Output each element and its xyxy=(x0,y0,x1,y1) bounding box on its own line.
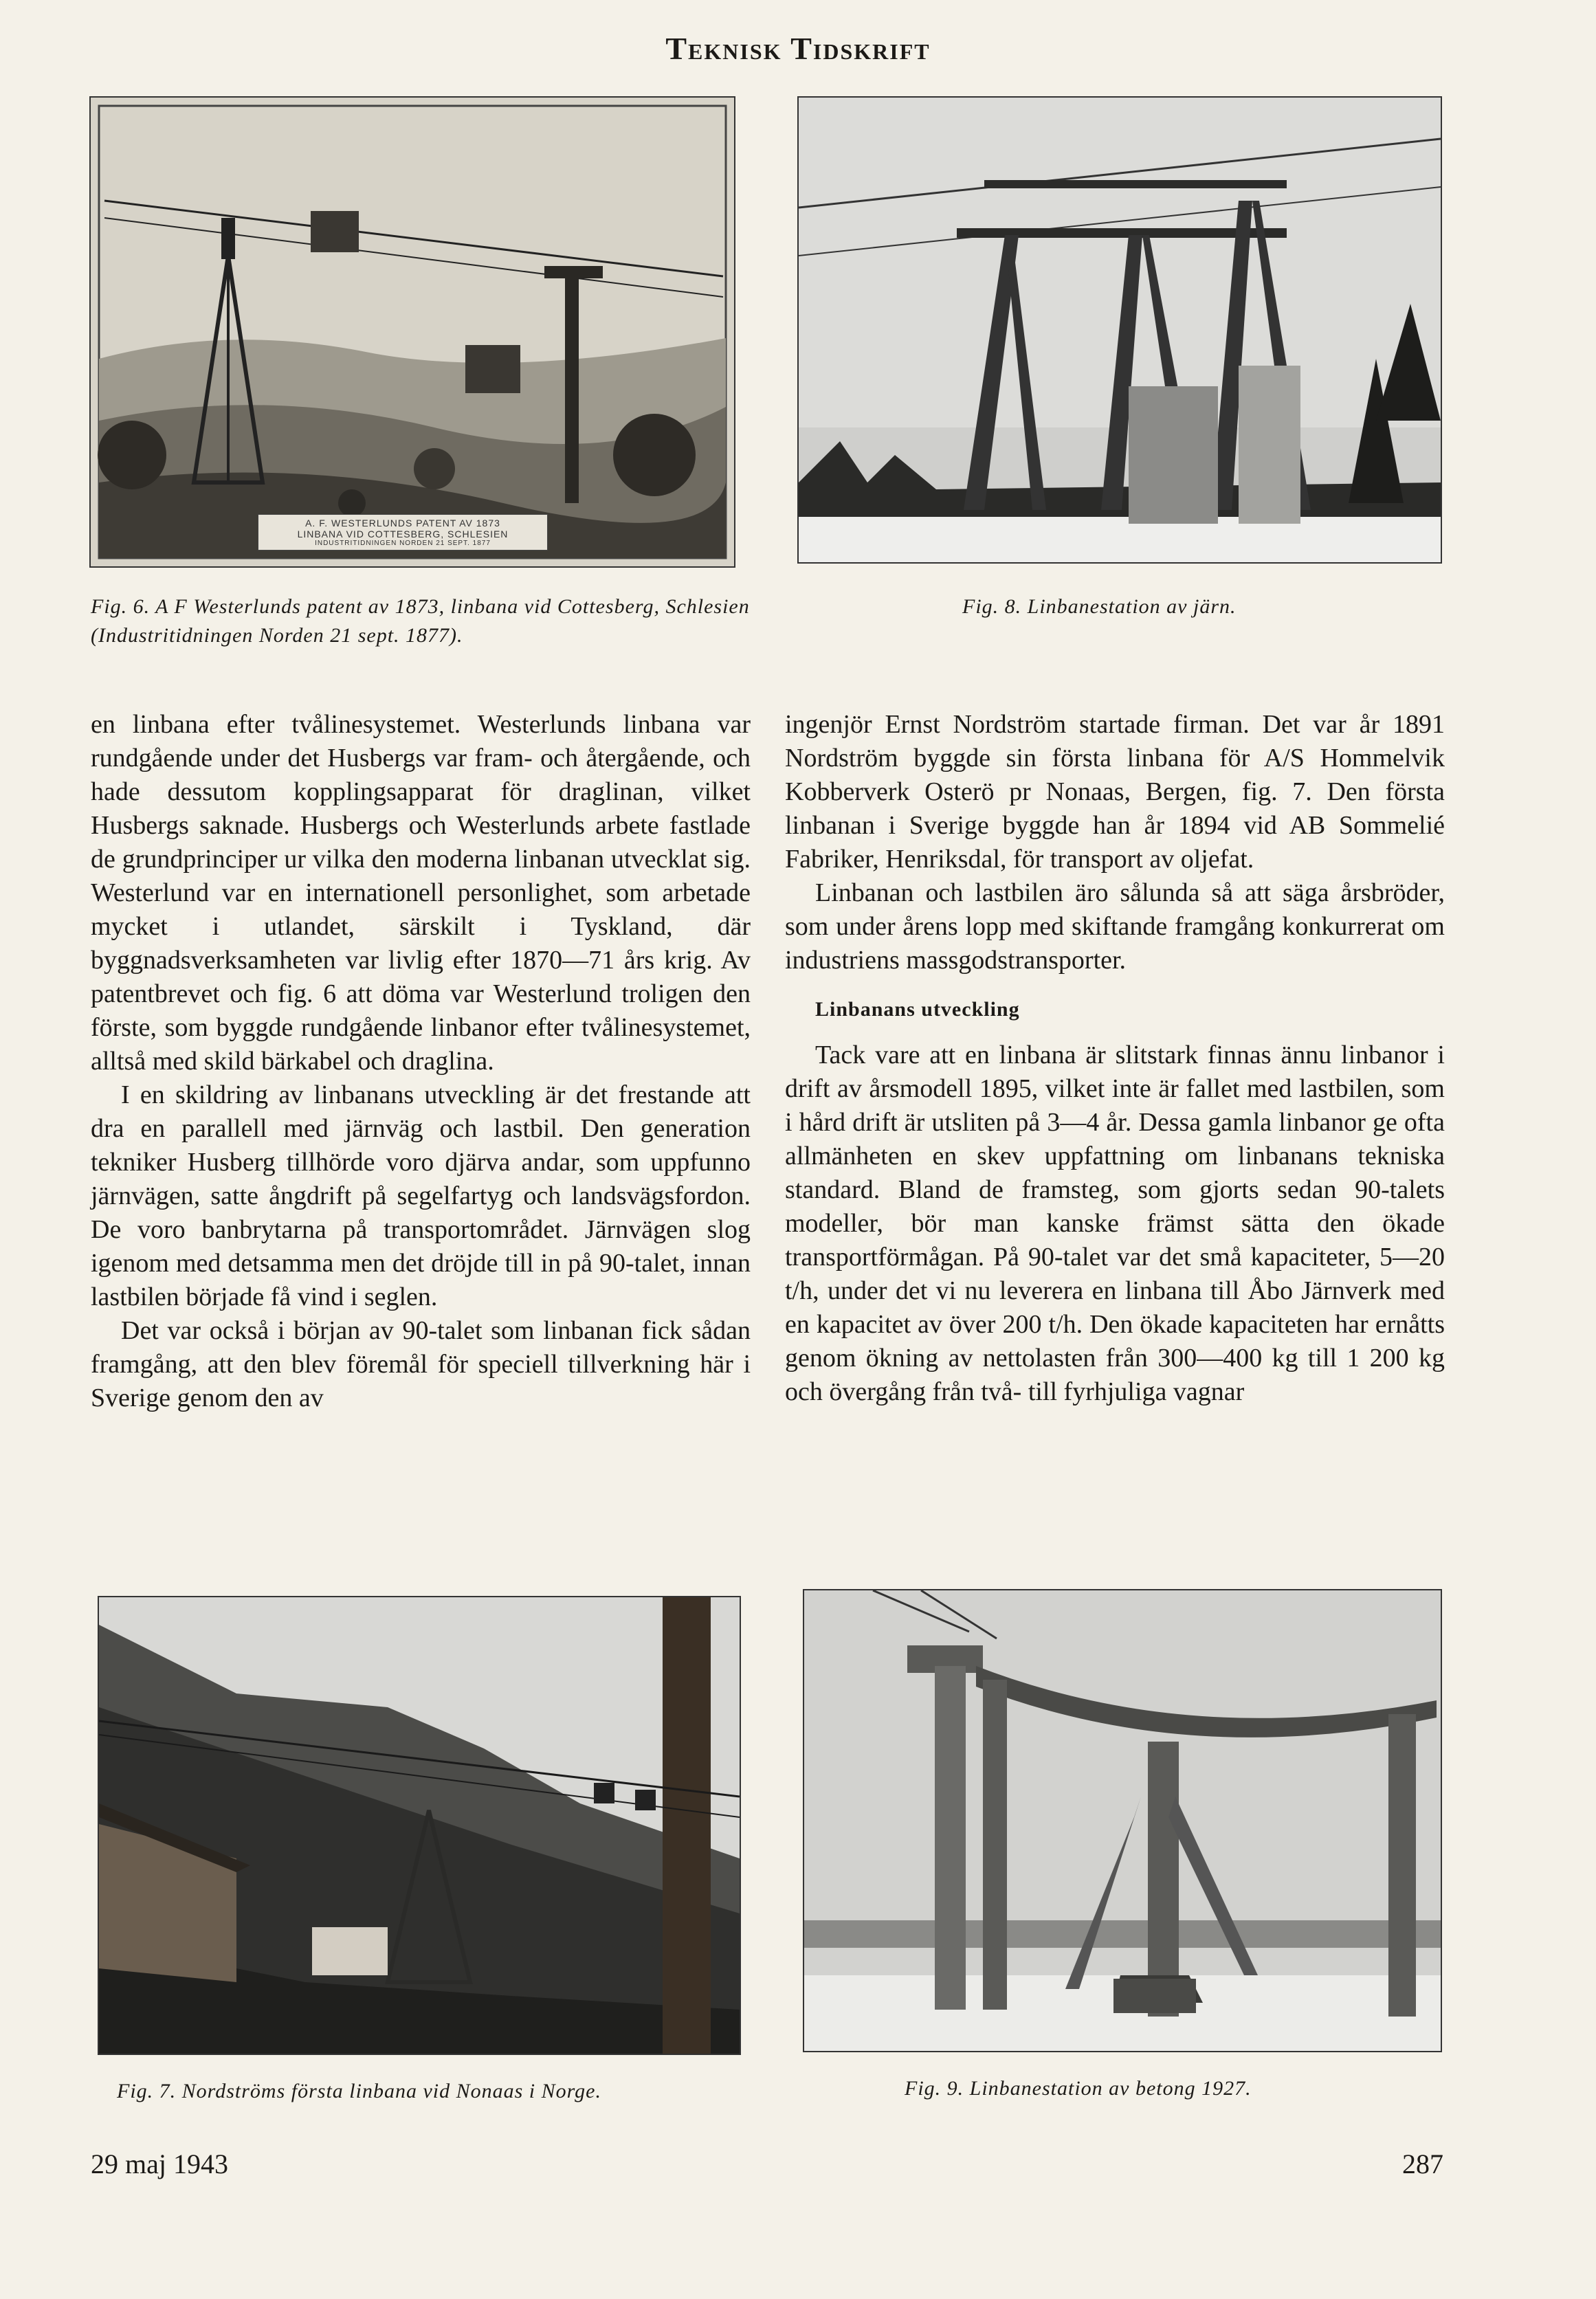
journal-header: Teknisk Tidskrift xyxy=(665,31,931,66)
footer-date: 29 maj 1943 xyxy=(91,2148,228,2179)
left-paragraph-3: Det var också i början av 90-talet som linbanan fick sådan framgång, att den blev föremål för speciell tillverkning här i Sverige genom den av xyxy=(91,1316,751,1412)
fig7-photo xyxy=(98,1596,741,2055)
left-column xyxy=(91,708,751,1415)
right-paragraph-2: Linbanan och lastbilen äro sålunda så att säga årsbröder, som under årens lopp med skiftande framgång konkurrerat om industriens massgodstransporter. xyxy=(785,878,1445,975)
fig6-caption: Fig. 6. A F Westerlunds patent av 1873, linbana vid Cottesberg, Schlesien (Industritidningen Norden 21 sept. 1877). xyxy=(91,595,750,647)
fig8-photo xyxy=(797,96,1442,564)
fig8-caption: Fig. 8. Linbanestation av järn. xyxy=(962,595,1237,618)
fig6-plate-line3: INDUSTRITIDNINGEN NORDEN 21 SEPT. 1877 xyxy=(315,540,491,547)
right-paragraph-3: Tack vare att en linbana är slitstark finnas ännu linbanor i drift av årsmodell 1895, vilket inte är fallet med lastbilen, som i hård drift är utsliten på 3—4 år. Dessa gamla linbanor ge ofta allmänheten en skev uppfattning om linbanans tekniska standard. Bland de framsteg, som gjorts sedan 90-talets modeller, bör man kanske främst sätta den ökade transportförmågan. På 90-talet var det små kapaciteter, 5—20 t/h, under det vi nu leverera en linbana till Åbo Järnverk med en kapacitet av över 200 t/h. Den ökade kapaciteten har ernåtts genom ökning av nettolasten från 300—400 kg till 1 200 kg och övergång från två- till fyrhjuliga vagnar xyxy=(785,1041,1445,1406)
fig6-plate-line2: LINBANA VID COTTESBERG, SCHLESIEN xyxy=(297,529,509,540)
footer-page-number: 287 xyxy=(1402,2148,1443,2179)
left-paragraph-1: en linbana efter tvålinesystemet. Westerlunds linbana var rundgående under det Husbergs var fram- och återgående, och hade dessutom kopplingsapparat för draglinan, vilket Husbergs saknade. Husbergs och Westerlunds arbete fastlade de grundprinciper ur vilka den moderna linbanan utvecklat sig. Westerlund var en internationell personlighet, som arbetade mycket i utlandet, särskilt i Tyskland, där byggnadsverksamheten var livlig efter 1870—71 års krig. Av patentbrevet och fig. 6 att döma var Westerlund troligen den förste, som byggde rundgående linbanor efter tvålinesystemet, alltså med skild bärkabel och draglina. xyxy=(91,710,751,1076)
left-paragraph-2: I en skildring av linbanans utveckling är det frestande att dra en parallell med järnväg och lastbil. Den generation tekniker Husberg tillhörde voro djärva andar, som uppfunno järnvägen, satte ångdrift på segelfartyg och landsvägsfordon. De voro banbrytarna på transportområdet. Järnvägen slog igenom med detsamma men det dröjde till in på 90-talet, innan lastbilen började få vind i seglen. xyxy=(91,1080,751,1311)
fig9-photo xyxy=(803,1589,1442,2052)
fig6-engraving xyxy=(89,96,735,568)
fig6-plate xyxy=(258,514,548,551)
right-paragraph-1: ingenjör Ernst Nordström startade firman. Det var år 1891 Nordström byggde sin första linbana för A/S Hommelvik Kobberverk Osterö pr Nonaas, Bergen, fig. 7. Den första linbanan i Sverige byggde han år 1894 vid AB Sommelié Fabriker, Henriksdal, för transport av oljefat. xyxy=(785,710,1445,874)
right-column xyxy=(785,708,1445,1409)
fig7-caption: Fig. 7. Nordströms första linbana vid Nonaas i Norge. xyxy=(117,2080,602,2102)
fig6-plate-line1: A. F. WESTERLUNDS PATENT AV 1873 xyxy=(305,518,500,529)
fig9-caption: Fig. 9. Linbanestation av betong 1927. xyxy=(905,2077,1252,2100)
section-heading: Linbanans utveckling xyxy=(815,998,1020,1021)
